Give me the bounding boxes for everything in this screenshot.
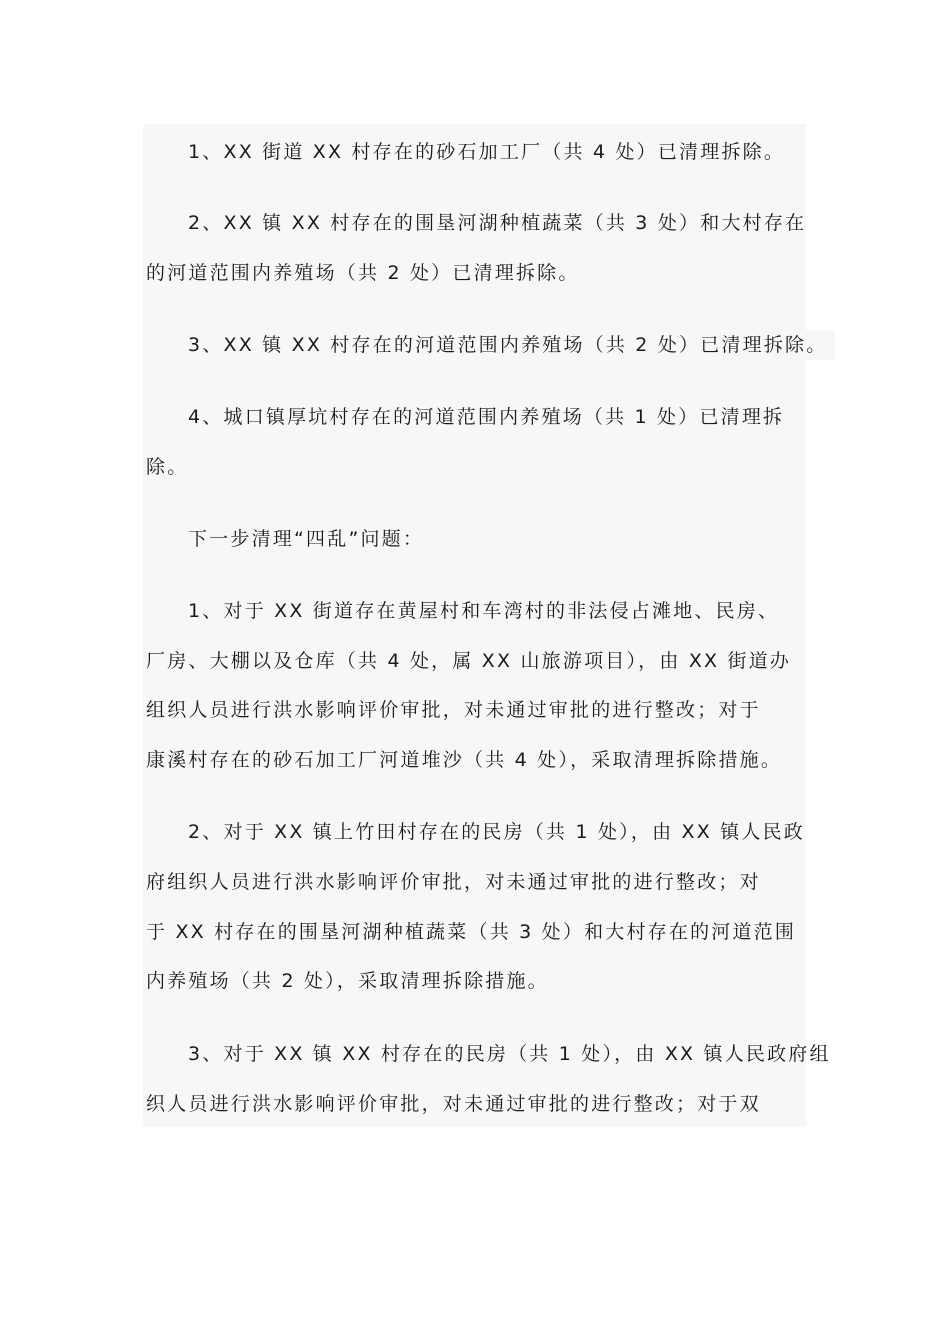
paragraph-2-line-1: 2、XX 镇 XX 村存在的围垦河湖种植蔬菜（共 3 处）和大村存在 <box>188 212 807 234</box>
paragraph-2-line-2: 的河道范围内养殖场（共 2 处）已清理拆除。 <box>146 262 580 284</box>
step-2-line-3: 于 XX 村存在的围垦河湖种植蔬菜（共 3 处）和大村存在的河道范围 <box>146 921 797 943</box>
paragraph-1-line-1: 1、XX 街道 XX 村存在的砂石加工厂（共 4 处）已清理拆除。 <box>188 141 786 163</box>
step-3-line-2: 织人员进行洪水影响评价审批，对未通过审批的进行整改；对于双 <box>146 1093 761 1115</box>
step-1-line-1: 1、对于 XX 街道存在黄屋村和车湾村的非法侵占滩地、民房、 <box>188 600 780 622</box>
step-1-line-2: 厂房、大棚以及仓库（共 4 处，属 XX 山旅游项目），由 XX 街道办 <box>146 650 792 672</box>
step-2-line-4: 内养殖场（共 2 处），采取清理拆除措施。 <box>146 970 549 992</box>
paragraph-3-line-1: 3、XX 镇 XX 村存在的河道范围内养殖场（共 2 处）已清理拆除。 <box>188 330 835 360</box>
paragraph-4-line-2: 除。 <box>146 456 189 478</box>
step-2-line-2: 府组织人员进行洪水影响评价审批，对未通过审批的进行整改；对 <box>146 871 761 893</box>
step-3-line-1: 3、对于 XX 镇 XX 村存在的民房（共 1 处），由 XX 镇人民政府组 <box>188 1043 831 1065</box>
paragraph-4-line-1: 4、城口镇厚坑村存在的河道范围内养殖场（共 1 处）已清理拆 <box>188 406 785 428</box>
next-steps-heading: 下一步清理“四乱”问题： <box>188 528 425 550</box>
step-2-line-1: 2、对于 XX 镇上竹田村存在的民房（共 1 处），由 XX 镇人民政 <box>188 821 805 843</box>
step-1-line-3: 组织人员进行洪水影响评价审批，对未通过审批的进行整改；对于 <box>146 699 761 721</box>
step-1-line-4: 康溪村存在的砂石加工厂河道堆沙（共 4 处），采取清理拆除措施。 <box>146 745 790 775</box>
